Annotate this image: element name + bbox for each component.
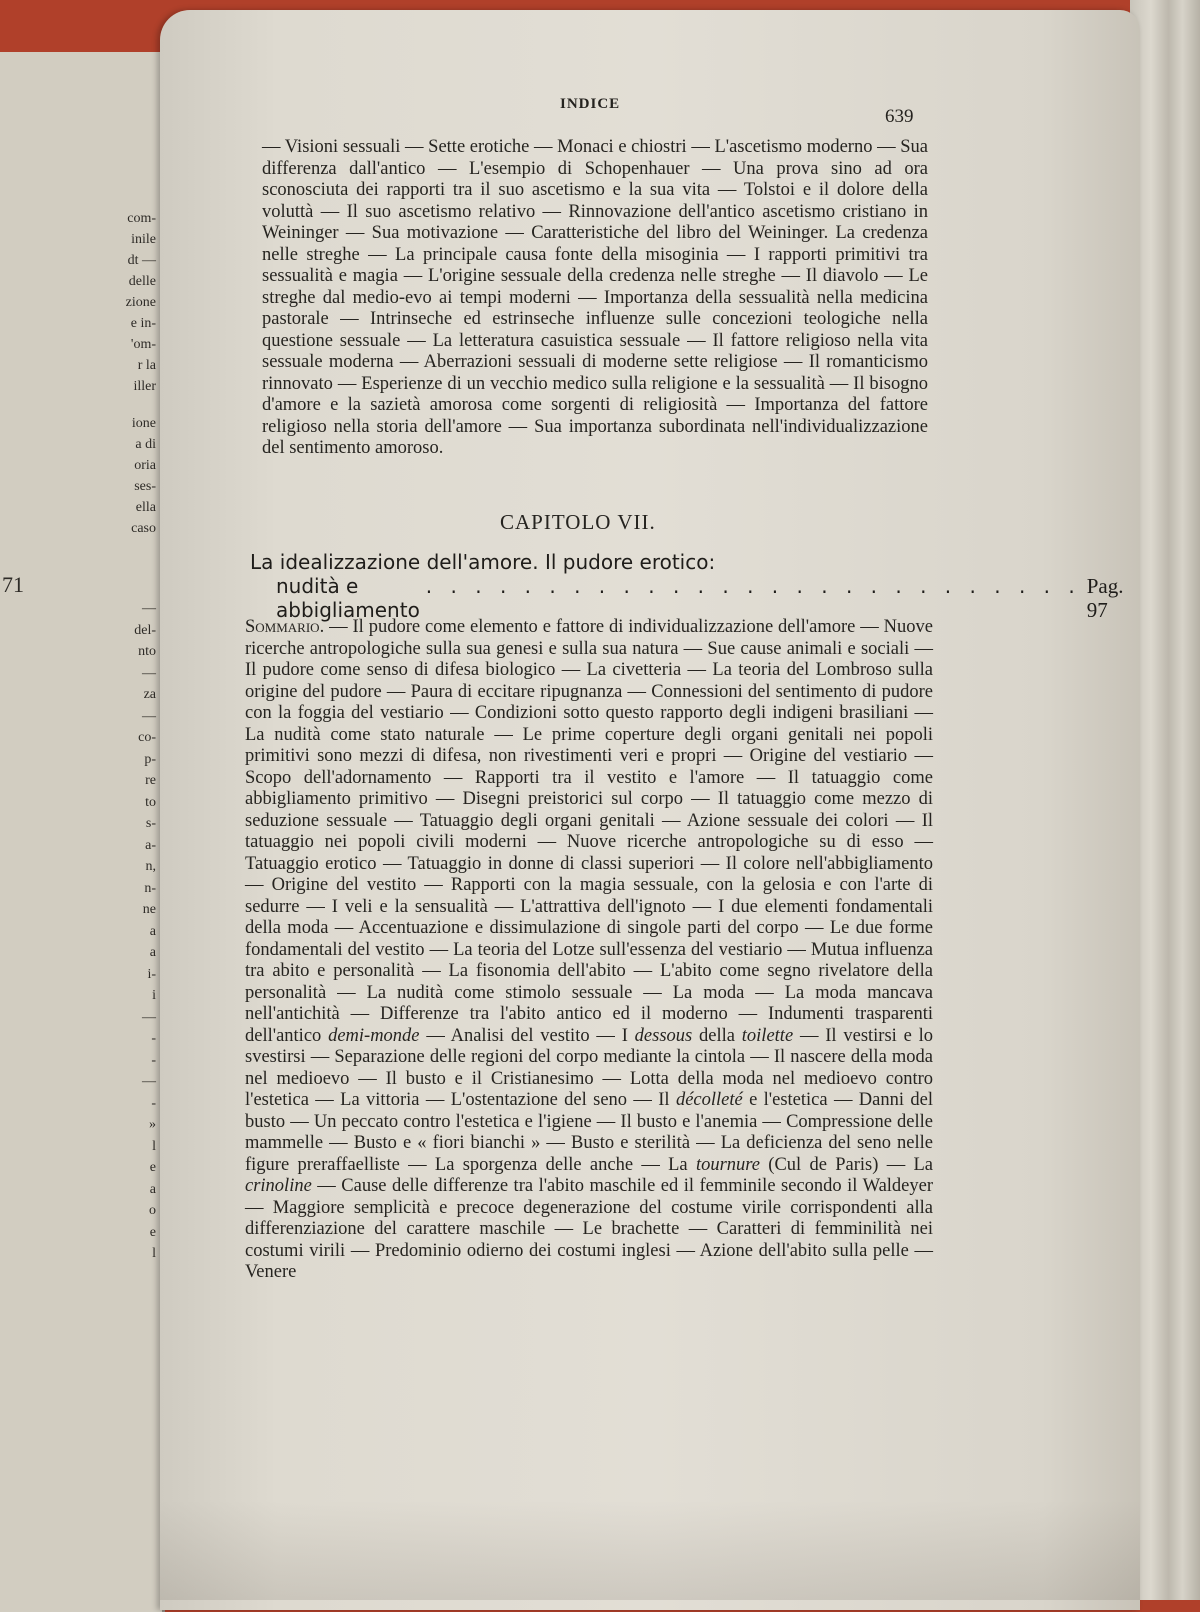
page-number: 639 (885, 106, 914, 127)
left-fragment: inile (131, 232, 156, 247)
left-fragment: l (152, 1138, 156, 1154)
left-fragment: — (142, 665, 156, 681)
left-fragment: e (149, 1160, 156, 1175)
left-fragment: caso (131, 521, 156, 536)
left-fragment: a- (145, 837, 156, 853)
left-fragment: - (151, 1052, 156, 1068)
page-edges (1130, 0, 1200, 1600)
summary-label: Sommario. (245, 617, 325, 637)
chapter-title-line2-text: nudità e abbigliamento (276, 574, 420, 622)
left-fragment: za (143, 687, 156, 702)
running-head: INDICE (560, 96, 621, 112)
top-text-block: — Visioni sessuali — Sette erotiche — Monaci e chiostri — L'ascetismo moderno — Sua differenza dall'antico — L'esempio di Schopenhauer — Una prova sino ad ora sconosciuta dei rapporti tra il suo ascetismo e la sua vita — Tolstoi e il dolore della voluttà — Il suo ascetismo relativo — Rinnovazione dell'antico ascetismo cristiano in Weininger — Sua motivazione — Caratteristiche del libro del Weininger. La credenza nelle streghe — La principale causa fonte della misoginia — I rapporti primitivi tra sessualità e magia — L'origine sessuale della credenza nelle streghe — Il diavolo — Le streghe dal medio-evo ai tempi moderni — Importanza della sessualità nella medicina pastorale — Intrinseche ed estrinseche influenze sulle concezioni teologiche nella questione sessuale — La letteratura casuistica sessuale — Il fattore religioso nella vita sessuale moderna — Aberrazioni sessuali di moderne sette religiose — Il romanticismo rinnovato — Esperienze di un vecchio medico sulla religione e la sessualità — Il bisogno d'amore e la sazietà amorosa come sorgenti di religiosità — Importanza del fattore religioso nella storia dell'amore — Sua importanza subordinata nell'individualizzazione del sentimento amoroso. (262, 137, 928, 458)
summary-italic-5: tournure (695, 1154, 761, 1175)
left-fragment: ne (142, 902, 156, 917)
left-fragment: » (149, 1117, 156, 1132)
summary-text-7: — Cause delle differenze tra l'abito maschile ed il femminile secondo il Waldeyer — Maggiore semplicità e precoce degenerazione del costume virile corrispondenti alla differenziazione del carattere maschile — Le brachette — Caratteri di femminilità nei costumi virili — Predominio odierno dei costumi inglesi — Azione dell'abito sulla pelle — Venere (245, 1176, 933, 1282)
left-fragment: a (149, 923, 156, 939)
left-fragment: r la (137, 358, 156, 373)
left-fragment: - (151, 1031, 156, 1046)
leader-dots: . . . . . . . . . . . . . . . . . . . . . . . . . . . (425, 574, 1081, 598)
left-fragment: del- (134, 622, 156, 638)
left-fragment: s- (145, 816, 156, 831)
left-fragment: n- (144, 880, 156, 896)
left-fragment: dt — (127, 253, 156, 268)
left-fragment: ione (131, 416, 156, 431)
summary-italic-3: toilette (741, 1025, 794, 1046)
left-fragment: a (149, 945, 156, 960)
left-fragment: a di (135, 437, 156, 452)
left-fragment: oria (134, 458, 156, 473)
left-fragment: o (149, 1203, 156, 1218)
left-fragment: l (152, 1246, 156, 1261)
summary-text-3: della (692, 1025, 742, 1046)
left-fragment: zione (125, 295, 156, 310)
left-fragment: nto (138, 644, 156, 659)
summary-text-2: — Analisi del vestito — I (419, 1025, 635, 1046)
summary-italic-4: décolleté (675, 1090, 743, 1110)
summary-text-4: — Il vestirsi e lo svestirsi — Separazione delle regioni del corpo mediante la cintola — Il nascere della moda nel medioevo — Il busto e il Cristianesimo — Lotta della moda nel medioevo contro l'estetica — La vittoria — L'ostentazione del seno — Il (245, 1025, 934, 1110)
left-fragment: - (151, 1095, 156, 1111)
chapter-title (250, 550, 1124, 622)
chapter-heading: CAPITOLO VII. (500, 510, 656, 534)
left-fragment: — (142, 1009, 156, 1025)
chapter-title-line2 (250, 574, 1124, 622)
left-fragment: — (142, 601, 156, 616)
left-fragment: — (142, 708, 156, 724)
chapter-title-line1: La idealizzazione dell'amore. Il pudore erotico: (250, 550, 716, 574)
left-fragment: e (149, 1224, 156, 1240)
left-fragment: i- (147, 966, 156, 982)
left-fragment: to (145, 794, 156, 810)
left-fragment: re (145, 773, 156, 788)
left-fragment: i (152, 988, 156, 1003)
left-fragment: co- (138, 730, 156, 745)
left-page-number: 71 (2, 572, 24, 597)
left-page (0, 52, 165, 1612)
summary-block (245, 617, 933, 1284)
summary-italic-6: crinoline (245, 1176, 312, 1196)
left-fragment: 'om- (130, 337, 156, 352)
page-shadow (160, 1500, 1140, 1600)
summary-text-6: (Cul de Paris) — La (760, 1154, 933, 1175)
summary-text-1: — Il pudore come elemento e fattore di individualizzazione dell'amore — Nuove ricerche antropologiche sulla sua genesi e sulla sua natura — Sue cause animali e sociali — Il pudore come senso di difesa biologico — La civetteria — La teoria del Lombroso sulla origine del pudore — Paura di eccitare ripugnanza — Connessioni del sentimento di pudore con la foggia del vestiario — Condizioni sotto questo rapporto degli indigeni brasiliani — La nudità come stato naturale — Le prime coperture degli organi genitali nei popoli primitivi sono mezzi di difesa, non rivestimenti veri e propri — Origine del vestiario — Scopo dell'adornamento — Rapporti tra il vestito e l'amore — Il tatuaggio come abbigliamento primitivo — Disegni preistorici sul corpo — Il tatuaggio come mezzo di seduzione sessuale — Tatuaggio degli organi genitali — Azione sessuale dei colori — Il tatuaggio nei popoli civili moderni — Nuove ricerche antropologiche su di esso — Tatuaggio erotico — Tatuaggio in donne di classi superiori — Il colore nell'abbigliamento — Origine del vestito — Rapporti con la magia sessuale, con la gelosia e con l'arte di sedurre — I veli e la sensualità — L'attrattiva dell'ignoto — I due elementi fondamentali della moda — Accentuazione e dissimulazione di singole parti del corpo — Le due forme fondamentali del vestito — La teoria del Lotze sull'essenza del vestiario — Mutua influenza tra abito e personalità — La fisonomia dell'abito — L'abito come segno rivelatore della personalità — La nudità come stimolo sessuale — La moda — La moda mancava nell'antichità — Differenze tra l'abito antico ed il moderno — Indumenti trasparenti dell'antico (245, 617, 933, 1046)
left-fragment: delle (128, 274, 156, 289)
left-fragment: e in- (130, 316, 156, 331)
page-reference: Pag. 97 (1086, 574, 1124, 622)
left-fragment: a (149, 1181, 156, 1197)
summary-italic-1: demi-monde (328, 1025, 420, 1046)
left-fragment: — (142, 1074, 156, 1089)
left-fragment: ses- (134, 479, 156, 494)
summary-italic-2: dessous (634, 1025, 693, 1046)
left-fragment: n, (145, 859, 156, 874)
left-fragment: iller (133, 379, 156, 394)
summary-text-5: e l'estetica — Danni del busto — Un peccato contro l'estetica e l'igiene — Il busto e l'anemia — Compressione delle mammelle — Busto e « fiori bianchi » — Busto e sterilità — La deficienza del seno nelle figure preraffaelliste — La sporgenza delle anche — La (245, 1090, 933, 1175)
left-fragment: ella (135, 500, 156, 515)
left-fragment: p- (144, 751, 156, 767)
left-fragment: com- (127, 211, 156, 226)
